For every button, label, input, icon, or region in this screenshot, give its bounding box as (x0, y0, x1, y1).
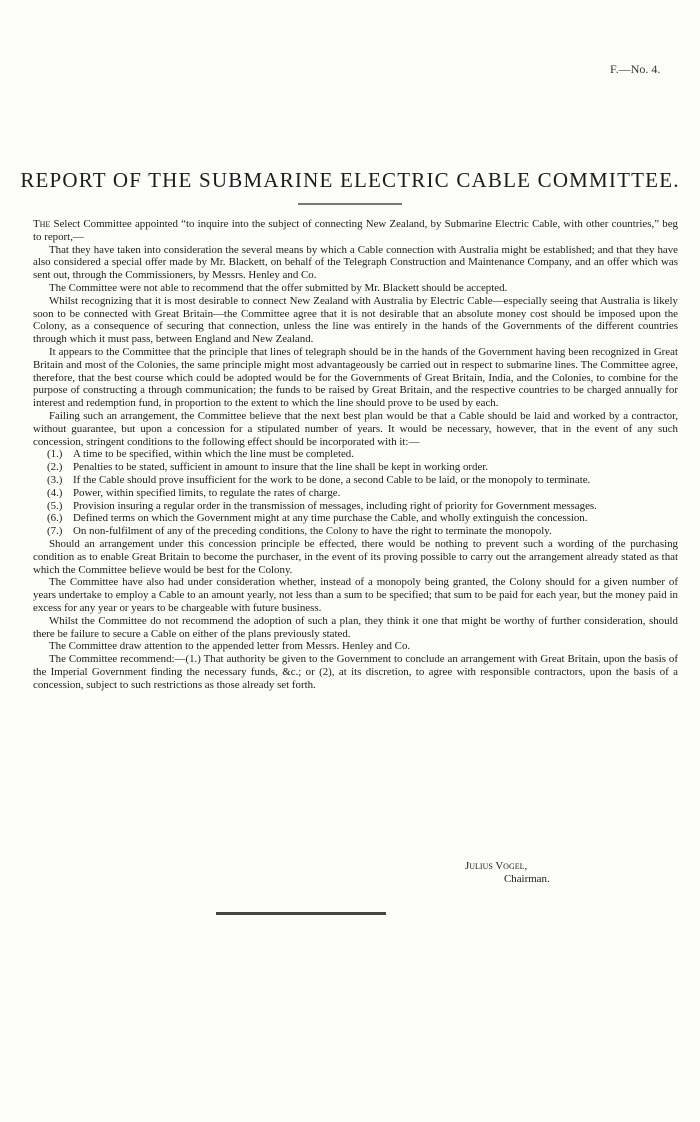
paragraph: That they have taken into consideration the several means by which a Cable connection with Australia might be established; and that they have also considered a special offer made by Mr. Blackett, on behalf of the Telegraph Construction and Maintenance Company, and an offer which was sent out, through the Commissioners, by Messrs. Henley and Co. (33, 243, 678, 282)
condition-text: A time to be specified, within which the line must be completed. (73, 448, 354, 461)
condition-item (47, 448, 678, 461)
intro-lead-word: The (33, 218, 51, 230)
condition-number: (3.) (47, 473, 63, 486)
condition-item (47, 474, 678, 487)
paragraph: Should an arrangement under this concession principle be effected, there would be nothing to prevent such a wording of the purchasing condition as to enable Great Britain to become the purchaser, in the event of its proving possible to carry out the arrangement already stated as that which the Committee believe would be best for the Colony. (33, 537, 678, 576)
paragraph: The Committee recommend:—(1.) That authority be given to the Government to conclude an arrangement with Great Britain, upon the basis of the Imperial Government finding the necessary funds, &c.; or (2), at its discretion, to agree with responsible contractors, upon the basis of a concession, subject to such restrictions as those already set forth. (33, 653, 678, 691)
intro-text: Select Committee appointed “to inquire into the subject of connecting New Zealand, by Submarine Electric Cable, with other countries,” beg to report,— (33, 218, 678, 243)
condition-number: (5.) (47, 499, 63, 512)
condition-text: Provision insuring a regular order in the transmission of messages, including right of priority for Government messages. (73, 499, 597, 512)
signature-block (460, 860, 640, 886)
report-title: REPORT OF THE SUBMARINE ELECTRIC CABLE COMMITTEE. (20, 168, 680, 192)
end-divider (216, 912, 386, 915)
condition-text: Penalties to be stated, sufficient in amount to insure that the line shall be kept in working order. (73, 461, 489, 474)
paragraph: The Committee have also had under consideration whether, instead of a monopoly being granted, the Colony should for a given number of years undertake to employ a Cable to an amount yearly, not less than a sum to be specified; that sum to be paid for each year, but the money paid in excess for any year or years to be chargeable with future business. (33, 576, 678, 614)
page-reference: F.—No. 4. (610, 62, 661, 76)
condition-number: (7.) (47, 525, 63, 538)
paragraph: Whilst recognizing that it is most desirable to connect New Zealand with Australia by Electric Cable—especially seeing that Australia is likely soon to be connected with Great Britain—the Committee agree that it is not desirable that an absolute money cost should be imposed upon the Colony, as a consequence of securing that connection, unless the line was entirely in the hands of the Governments of the different countries through which it must pass, between England and New Zealand. (33, 294, 678, 346)
paragraph: The Committee draw attention to the appended letter from Messrs. Henley and Co. (49, 640, 411, 653)
title-divider (298, 203, 402, 205)
condition-text: If the Cable should prove insufficient for the work to be done, a second Cable to be laid, or the monopoly to terminate. (73, 473, 591, 486)
signatory-name: Julius Vogel, (465, 860, 528, 872)
condition-item (47, 461, 678, 474)
condition-item (47, 525, 678, 538)
condition-item (47, 487, 678, 500)
conditions-list (33, 448, 678, 538)
paragraph: It appears to the Committee that the principle that lines of telegraph should be in the hands of the Government having been recognized in Great Britain and most of the Colonies, the same principle might most advantageously be carried out in respect to submarine lines. The Committee agree, therefore, that the best course which could be adopted would be for the Governments of Great Britain, India, and the Colonies, to combine for the purpose of constructing a through communication; the funds to be raised by Great Britain, and the respective countries to be charged annually for interest and redemption fund, in proportion to the extent to which the line should prove to be used by each. (33, 345, 678, 410)
condition-text: Power, within specified limits, to regulate the rates of charge. (73, 486, 341, 499)
condition-number: (2.) (47, 461, 63, 474)
condition-number: (4.) (47, 486, 63, 499)
paragraph: Whilst the Committee do not recommend the adoption of such a plan, they think it one that might be worthy of further consideration, should there be failure to secure a Cable on either of the plans previously stated. (33, 614, 678, 640)
condition-number: (1.) (47, 448, 63, 461)
intro-paragraph (33, 218, 678, 244)
report-body (33, 218, 678, 691)
paragraph: The Committee were not able to recommend that the offer submitted by Mr. Blackett should be accepted. (49, 281, 508, 294)
paragraph: Failing such an arrangement, the Committee believe that the next best plan would be that a Cable should be laid and worked by a contractor, without guarantee, but upon a concession for a stipulated number of years. It would be necessary, however, that in the event of any such concession, stringent conditions to the following effect should be incorporated with it:— (33, 409, 678, 448)
condition-item (47, 500, 678, 513)
signatory-role: Chairman. (504, 873, 550, 885)
condition-text: Defined terms on which the Government might at any time purchase the Cable, and wholly extinguish the concession. (73, 512, 588, 525)
condition-item (47, 512, 678, 525)
condition-text: On non-fulfilment of any of the preceding conditions, the Colony to have the right to terminate the monopoly. (73, 525, 552, 538)
condition-number: (6.) (47, 512, 63, 525)
